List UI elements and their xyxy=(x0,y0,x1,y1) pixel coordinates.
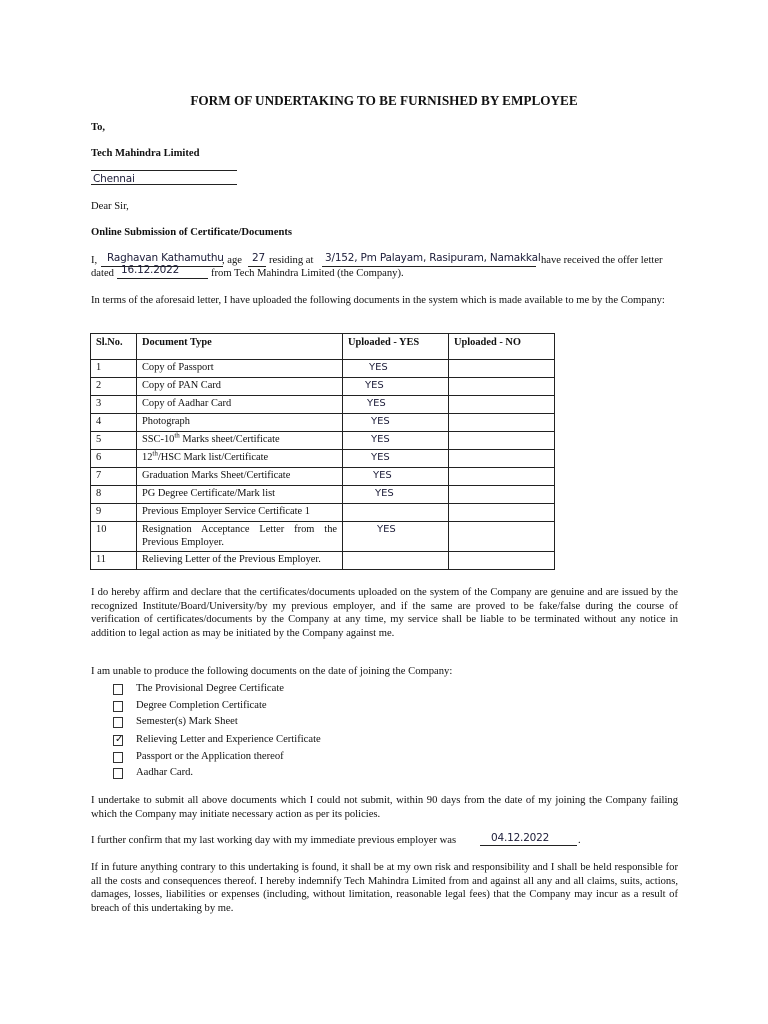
age-label: , age xyxy=(222,255,242,266)
future-paragraph: If in future anything contrary to this undertaking is found, it shall be at my own risk and responsibility and I shall be held responsible for all the costs and consequences thereof. I hereby indemnify Tech Mahindra Limited from and against all any and all claims, suits, actions, damages, losses, liabilities or expenses (including, without limitation, reasonable legal fees) that the Company may incur as a result of breach of this undertaking by me. xyxy=(91,862,678,914)
employee-address: 3/152, Pm Palayam, Rasipuram, Namakkal xyxy=(325,252,541,264)
age-underline xyxy=(248,266,266,267)
checkbox-semester-marksheet[interactable] xyxy=(113,717,123,728)
row-yes: YES xyxy=(343,414,449,432)
col-slno: Sl.No. xyxy=(91,334,137,360)
table-row xyxy=(91,378,555,396)
last-day-text: I further confirm that my last working day with my immediate previous employer was xyxy=(91,835,457,846)
row-number: 7 xyxy=(91,468,137,486)
checklist-label: The Provisional Degree Certificate xyxy=(136,683,284,694)
row-no xyxy=(449,396,555,414)
doc-sup: th xyxy=(174,431,180,440)
checkbox-aadhar[interactable] xyxy=(113,768,123,779)
doc-text: Marks sheet/Certificate xyxy=(179,434,280,445)
last-day-end: . xyxy=(578,835,581,846)
doc-text: /HSC Mark list/Certificate xyxy=(157,452,269,463)
row-document: Graduation Marks Sheet/Certificate xyxy=(137,468,343,486)
row-document xyxy=(137,450,343,468)
row-number: 4 xyxy=(91,414,137,432)
row-document: Photograph xyxy=(137,414,343,432)
col-uploaded-yes: Uploaded - YES xyxy=(343,334,449,360)
row-no xyxy=(449,552,555,570)
checkbox-degree-completion[interactable] xyxy=(113,701,123,712)
row-no xyxy=(449,414,555,432)
row-number: 11 xyxy=(91,552,137,570)
row-number: 9 xyxy=(91,504,137,522)
doc-text: 12 xyxy=(142,452,153,463)
from-company: from Tech Mahindra Limited (the Company). xyxy=(211,268,404,279)
checklist-label: Degree Completion Certificate xyxy=(136,700,267,711)
row-no xyxy=(449,450,555,468)
row-document: Relieving Letter of the Previous Employer. xyxy=(137,552,343,570)
row-number: 1 xyxy=(91,360,137,378)
table-row xyxy=(91,450,555,468)
row-yes: YES xyxy=(343,486,449,504)
row-document: Resignation Acceptance Letter from the Previous Employer. xyxy=(137,522,343,552)
address-line-2 xyxy=(91,184,237,185)
checklist-label: Semester(s) Mark Sheet xyxy=(136,716,238,727)
uploaded-paragraph: In terms of the aforesaid letter, I have uploaded the following documents in the system which is made available to me by the Company: xyxy=(91,295,665,306)
to-label: To, xyxy=(91,122,106,133)
row-document: Previous Employer Service Certificate 1 xyxy=(137,504,343,522)
address-line-1 xyxy=(91,170,237,171)
row-yes: YES xyxy=(343,432,449,450)
employee-name: Raghavan Kathamuthu xyxy=(107,252,224,264)
row-number: 3 xyxy=(91,396,137,414)
col-uploaded-no: Uploaded - NO xyxy=(449,334,555,360)
row-document: Copy of Passport xyxy=(137,360,343,378)
city-handwritten: Chennai xyxy=(93,173,135,185)
row-yes xyxy=(343,552,449,570)
checkbox-provisional-degree[interactable] xyxy=(113,684,123,695)
page-title: FORM OF UNDERTAKING TO BE FURNISHED BY EMPLOYEE xyxy=(190,93,578,108)
row-no xyxy=(449,360,555,378)
table-row xyxy=(91,396,555,414)
row-document: Copy of PAN Card xyxy=(137,378,343,396)
employee-age: 27 xyxy=(252,252,265,264)
row-yes: YES xyxy=(343,468,449,486)
unable-paragraph: I am unable to produce the following documents on the date of joining the Company: xyxy=(91,666,453,677)
residing-label: residing at xyxy=(269,255,314,266)
last-day-underline xyxy=(480,845,577,846)
checklist-label: Relieving Letter and Experience Certificate xyxy=(136,734,321,745)
table-row xyxy=(91,468,555,486)
dated-label: dated xyxy=(91,268,114,279)
row-document: Copy of Aadhar Card xyxy=(137,396,343,414)
row-yes xyxy=(343,504,449,522)
table-row xyxy=(91,522,555,552)
checkbox-passport[interactable] xyxy=(113,752,123,763)
row-document xyxy=(137,432,343,450)
row-yes: YES xyxy=(343,396,449,414)
check-mark-icon: ✓ xyxy=(115,734,124,745)
row-yes: YES xyxy=(343,360,449,378)
doc-text: SSC-10 xyxy=(142,434,175,445)
row-number: 2 xyxy=(91,378,137,396)
table-row xyxy=(91,486,555,504)
checkbox-relieving-letter[interactable] xyxy=(113,735,123,746)
col-document-type: Document Type xyxy=(137,334,343,360)
undertake-paragraph: I undertake to submit all above documents which I could not submit, within 90 days from the date of my joining the Company failing which the Company may initiate necessary action as per its policies. xyxy=(91,795,678,820)
documents-table xyxy=(90,333,555,570)
doc-sup: th xyxy=(152,449,158,458)
table-header-row xyxy=(91,334,555,360)
row-number: 6 xyxy=(91,450,137,468)
table-row xyxy=(91,414,555,432)
row-no xyxy=(449,432,555,450)
received-label: have received the offer letter xyxy=(541,255,663,266)
row-yes: YES xyxy=(343,450,449,468)
row-number: 5 xyxy=(91,432,137,450)
row-no xyxy=(449,486,555,504)
intro-i: I, xyxy=(91,255,98,266)
date-underline xyxy=(117,278,208,279)
table-row xyxy=(91,360,555,378)
checklist-label: Passport or the Application thereof xyxy=(136,751,284,762)
row-no xyxy=(449,378,555,396)
offer-date: 16.12.2022 xyxy=(121,264,180,276)
table-row xyxy=(91,432,555,450)
checklist-label: Aadhar Card. xyxy=(136,767,194,778)
row-number: 10 xyxy=(91,522,137,552)
address-underline xyxy=(322,266,536,267)
row-no xyxy=(449,504,555,522)
row-no xyxy=(449,468,555,486)
salutation: Dear Sir, xyxy=(91,201,129,212)
row-number: 8 xyxy=(91,486,137,504)
company-name: Tech Mahindra Limited xyxy=(91,148,200,159)
subject: Online Submission of Certificate/Documents xyxy=(91,227,292,238)
row-yes: YES xyxy=(343,378,449,396)
table-row xyxy=(91,552,555,570)
row-no xyxy=(449,522,555,552)
table-row xyxy=(91,504,555,522)
last-working-date: 04.12.2022 xyxy=(491,832,550,844)
affirm-paragraph: I do hereby affirm and declare that the certificates/documents uploaded on the system of the Company are genuine and are issued by the recognized Institute/Board/University/by my previous employer, and if the same are proved to be fake/false during the course of verification of certificates/documents by the Company at any time, my service shall be liable to be terminated without any notice in addition to legal action as may be initiated by the Company against me. xyxy=(91,587,678,639)
row-document: PG Degree Certificate/Mark list xyxy=(137,486,343,504)
row-yes: YES xyxy=(343,522,449,552)
